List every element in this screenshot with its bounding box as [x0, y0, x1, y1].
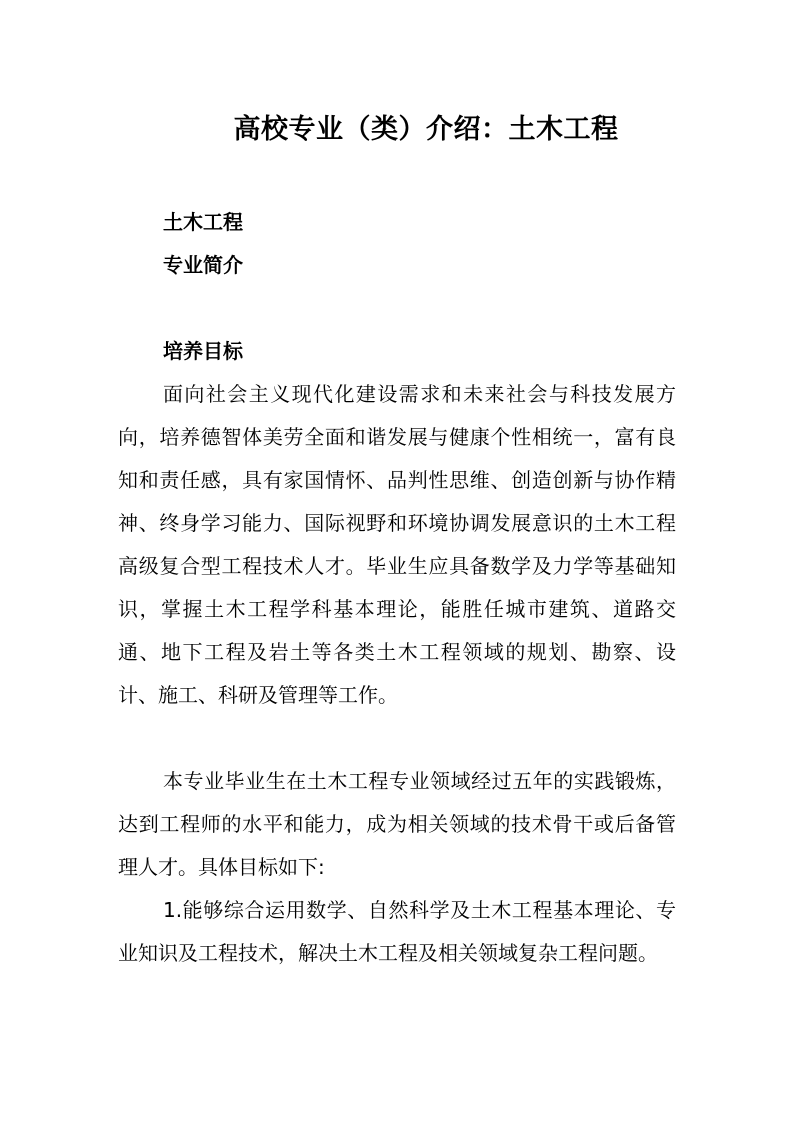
blank-line [118, 287, 676, 330]
document-title: 高校专业（类）介绍：土木工程 [233, 114, 619, 145]
paragraph-training-goals: 面向社会主义现代化建设需求和未来社会与科技发展方向，培养德智体美劳全面和谐发展与健康个性相统一，富有良知和责任感，具有家国情怀、品判性思维、创造创新与协作精神、终身学习能力、国际视野和环境协调发展意识的土木工程高级复合型工程技术人才。毕业生应具备数学及力学等基础知识，掌握土木工程学科基本理论，能胜任城市建筑、道路交通、地下工程及岩土等各类土木工程领域的规划、勘察、设计、施工、科研及管理等工作。 [118, 382, 676, 707]
paragraph-graduate-goals: 本专业毕业生在土木工程专业领域经过五年的实践锻炼，达到工程师的水平和能力，成为相关领域的技术骨干或后备管理人才。具体目标如下: [118, 769, 676, 879]
section-heading-major-intro: 专业简介 [163, 253, 243, 277]
document-body [118, 201, 676, 975]
section-heading-training-goals: 培养目标 [163, 339, 243, 363]
section-heading-civil-engineering: 土木工程 [163, 210, 243, 234]
blank-line [118, 717, 676, 760]
paragraph-goal-1: 1.能够综合运用数学、自然科学及土木工程基本理论、专业知识及工程技术，解决土木工程及相关领域复杂工程问题。 [118, 898, 676, 965]
